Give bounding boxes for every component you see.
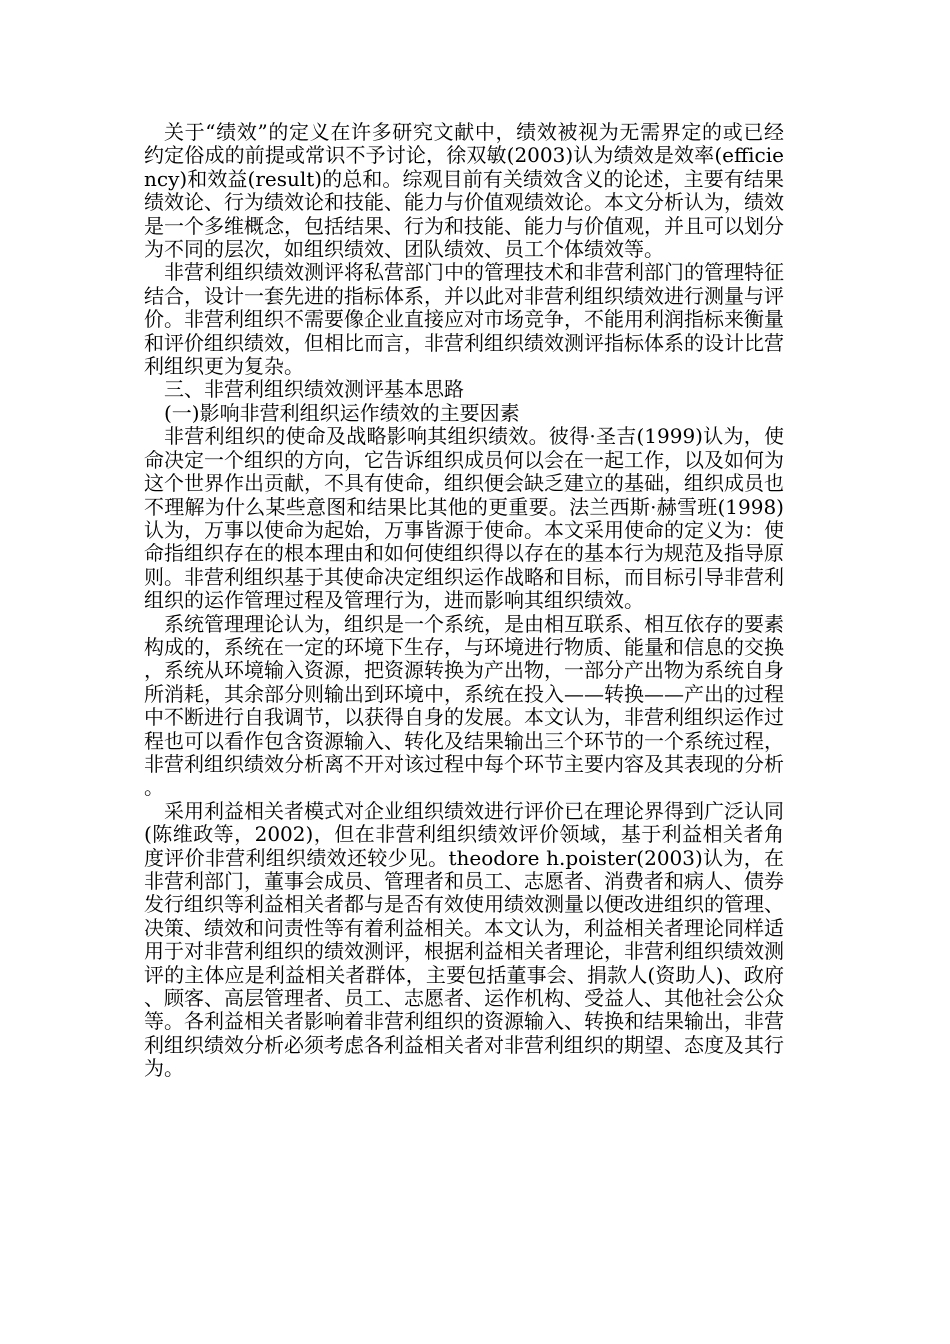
section-heading: 三、非营利组织绩效测评基本思路 (164, 377, 464, 402)
paragraph-system-theory: 系统管理理论认为，组织是一个系统，是由相互联系、相互依存的要素构成的，系统在一定的环境下生存，与环境进行物质、能量和信息的交换，系统从环境输入资源，把资源转换为产出物，一部分产出物为系统自身所消耗，其余部分则输出到环境中，系统在投入——转换——产出的过程中不断进行自我调节，以获得自身的发展。本文认为，非营利组织运作过程也可以看作包含资源输入、转化及结果输出三个环节的一个系统过程，非营利组织绩效分析离不开对该过程中每个环节主要内容及其表现的分析。 (144, 611, 784, 800)
paragraph-mission-strategy: 非营利组织的使命及战略影响其组织绩效。彼得·圣吉(1999)认为，使命决定一个组织的方向，它告诉组织成员何以会在一起工作，以及如何为这个世界作出贡献，不具有使命，组织便会缺乏建立的基础，组织成员也不理解为什么某些意图和结果比其他的更重要。法兰西斯·赫雪班(1998)认为，万事以使命为起始，万事皆源于使命。本文采用使命的定义为：使命指组织存在的根本理由和如何使组织得以存在的基本行为规范及指导原则。非营利组织基于其使命决定组织运作战略和目标，而目标引导非营利组织的运作管理过程及管理行为，进而影响其组织绩效。 (144, 424, 784, 613)
document-body (144, 121, 784, 1081)
subsection-heading: (一)影响非营利组织运作绩效的主要因素 (164, 400, 520, 425)
paragraph-stakeholders: 采用利益相关者模式对企业组织绩效进行评价已在理论界得到广泛认同(陈维政等，2002)，但在非营利组织绩效评价领域，基于利益相关者角度评价非营利组织绩效还较少见。theodore h.poister(2003)认为，在非营利部门，董事会成员、管理者和员工、志愿者、消费者和病人、债券发行组织等利益相关者都与是否有效使用绩效测量以便改进组织的管理、决策、绩效和问责性等有着利益相关。本文认为，利益相关者理论同样适用于对非营利组织的绩效测评，根据利益相关者理论，非营利组织绩效测评的主体应是利益相关者群体，主要包括董事会、捐款人(资助人)、政府、顾客、高层管理者、员工、志愿者、运作机构、受益人、其他社会公众等。各利益相关者影响着非营利组织的资源输入、转换和结果输出，非营利组织绩效分析必须考虑各利益相关者对非营利组织的期望、态度及其行为。 (144, 798, 784, 1081)
paragraph-performance-definition: 关于“绩效”的定义在许多研究文献中，绩效被视为无需界定的或已经约定俗成的前提或常识不予讨论，徐双敏(2003)认为绩效是效率(efficiency)和效益(result)的总和。综观目前有关绩效含义的论述，主要有结果绩效论、行为绩效论和技能、能力与价值观绩效论。本文分析认为，绩效是一个多维概念，包括结果、行为和技能、能力与价值观，并且可以划分为不同的层次，如组织绩效、团队绩效、员工个体绩效等。 (144, 120, 784, 262)
paragraph-performance-evaluation: 非营利组织绩效测评将私营部门中的管理技术和非营利部门的管理特征结合，设计一套先进的指标体系，并以此对非营利组织绩效进行测量与评价。非营利组织不需要像企业直接应对市场竞争，不能用利润指标来衡量和评价组织绩效，但相比而言，非营利组织绩效测评指标体系的设计比营利组织更为复杂。 (144, 260, 784, 379)
